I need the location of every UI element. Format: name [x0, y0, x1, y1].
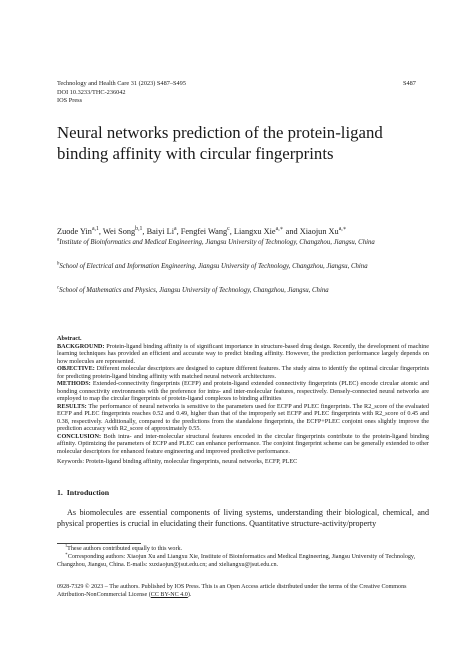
keywords: Keywords: Protein-ligand binding affinity, molecular fingerprints, neural networks, ECFP, PLEC	[57, 458, 298, 465]
abstract-background: BACKGROUND: Protein-ligand binding affinity is of significant importance in structure-based drug design. Recently, the development of machine learning techniques has provided an efficient and accurate way to predict binding affinity. However, the prediction performance largely depends on how molecules are represented.	[57, 342, 429, 365]
footnote-rule	[57, 543, 141, 544]
section-number: 1.	[57, 488, 63, 497]
footnote-corresponding: ∗Corresponding authors: Xiaojun Xu and Liangxu Xie, Institute of Bioinformatics and Medical Engineering, Jiangsu University of Technology, Changzhou, Jiangsu, China. E-mails: xuxiaojun@jsut.edu.cn; and xieliangxu@jsut.edu.cn.	[57, 551, 416, 568]
author-list	[57, 226, 432, 237]
author-4: Liangxu Xie$^{a,∗}$ and	[233, 226, 300, 236]
abstract-conclusion: CONCLUSION: Both intra- and inter-molecular structural features encoded in the circular fingerprints contribute to the protein-ligand binding affinity. Optimizing the parameters of ECFP and PLEC can enhance performance. The conjoint fingerprint scheme can be generally extended to other molecular descriptors for enhanced feature engineering and improved predictive performance.	[57, 432, 429, 455]
abstract-methods: METHODS: Extended-connectivity fingerprints (ECFP) and protein-ligand extended connectivity fingerprints (PLEC) encode circular atomic and bonding connectivity environments with the preference for intra- and inter-molecular features, respectively. Densely-connected neural networks are employed to map the circular fingerprints of protein-ligand complexes to binding affinities	[57, 380, 430, 402]
author-1: Wei Song$^{b,1}$,	[102, 226, 147, 236]
author-0: Zuode Yin$^{a,1}$,	[57, 226, 103, 236]
publisher: IOS Press	[57, 97, 83, 104]
paper-title: Neural networks prediction of the protein-ligand binding affinity with circular fingerprints	[57, 123, 383, 163]
section-heading	[57, 488, 109, 497]
abstract-heading: Abstract.	[57, 335, 82, 342]
author-3: Fengfei Wang$^c$,	[180, 226, 234, 236]
abstract	[57, 335, 429, 455]
license-footer: 0928-7329 © 2023 – The authors. Published by IOS Press. This is an Open Access article distributed under the terms of the Creative Commons Attribution-NonCommercial License (CC BY-NC 4.0).	[57, 584, 407, 598]
license-link[interactable]: CC BY-NC 4.0	[150, 591, 188, 598]
journal-citation: Technology and Health Care 31 (2023) S487–S495	[57, 80, 186, 87]
author-5: Xiaojun $Xu^{a,∗}$	[299, 226, 347, 236]
affiliation-a: $^a$Institute of Bioinformatics and Medical Engineering, Jiangsu University of Technology, Changzhou, Jiangsu, China	[57, 237, 375, 246]
footnote-1: $^1$These authors contributed equally to this work.	[65, 543, 183, 553]
section-title: Introduction	[66, 488, 110, 497]
affiliation-b: $^b$School of Electrical and Information Engineering, Jiangsu University of Technology, Changzhou, Jiangsu, China	[57, 261, 368, 270]
intro-paragraph: As biomolecules are essential components of living systems, understanding their biological, chemical, and physical properties is crucial in elucidating their functions. Quantitative structure-activity/property	[57, 508, 429, 528]
author-2: Baiyi Li$^a$,	[146, 226, 181, 236]
running-header	[57, 80, 186, 106]
abstract-results: RESULTS: The performance of neural networks is sensitive to the parameters used for ECFP and PLEC fingerprints. The R2_score of the evaluated ECFP and PLEC fingerprints reaches 0.52 and 0.49, higher than that of the improperly set ECFP and PLEC fingerprints with R2_score of 0.45 and 0.38, respectively. Additionally, compared to the predictions from the standalone fingerprints, the ECFP+PLEC conjoint ones slightly improve the prediction accuracy with R2_score of approximately 0.55.	[57, 402, 429, 432]
page-number: S487	[403, 80, 416, 87]
doi: DOI 10.3233/THC-236042	[57, 88, 126, 96]
affiliation-c: $^c$School of Mathematics and Physics, Jiangsu University of Technology, Changzhou, Jiangsu, China	[57, 285, 329, 294]
abstract-objective: OBJECTIVE: Different molecular descriptors are designed to capture different features. The study aims to identify the optimal circular fingerprints for predicting protein-ligand binding affinity with matched neural network architectures.	[57, 365, 430, 380]
